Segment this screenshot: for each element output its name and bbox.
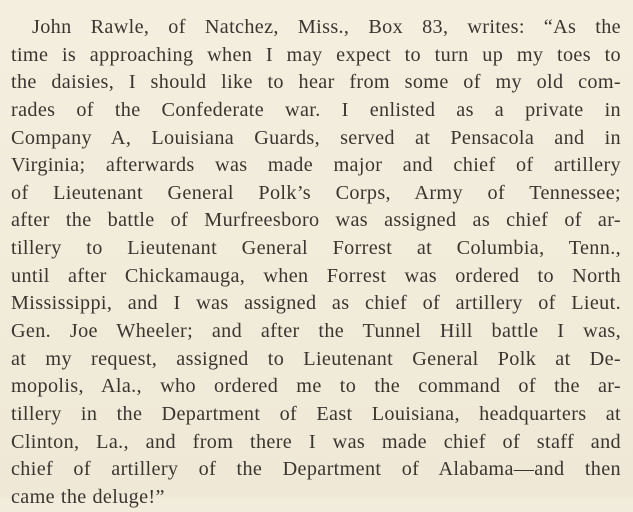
text-line: John Rawle, of Natchez, Miss., Box 83, writes: “As the — [32, 16, 621, 38]
text-line: of Lieutenant General Polk’s Corps, Army of Tennessee; — [11, 181, 621, 204]
text-line: tillery in the Department of East Louisiana, headquarters at — [11, 402, 621, 425]
text-line: Mississippi, and I was assigned as chief of artillery of Lieut. — [11, 292, 621, 315]
article-paragraph — [11, 14, 621, 512]
text-line: time is approaching when I may expect to turn up my toes to — [11, 43, 621, 66]
text-line: after the battle of Murfreesboro was assigned as chief of ar- — [11, 209, 621, 232]
text-line: rades of the Confederate war. I enlisted as a private in — [11, 98, 621, 121]
text-line: at my request, assigned to Lieutenant General Polk at De- — [11, 347, 621, 370]
text-line: until after Chickamauga, when Forrest was ordered to North — [11, 264, 621, 287]
text-line: came the deluge!” — [11, 485, 165, 508]
text-line: Virginia; afterwards was made major and chief of artillery — [11, 154, 621, 177]
text-line: Gen. Joe Wheeler; and after the Tunnel Hill battle I was, — [11, 320, 621, 343]
text-line: tillery to Lieutenant General Forrest at Columbia, Tenn., — [11, 237, 621, 260]
text-line: mopolis, Ala., who ordered me to the command of the ar- — [11, 375, 621, 398]
text-line: chief of artillery of the Department of Alabama—and then — [11, 458, 621, 481]
text-line: Clinton, La., and from there I was made chief of staff and — [11, 430, 621, 453]
text-line: Company A, Louisiana Guards, served at Pensacola and in — [11, 126, 621, 149]
text-line: the daisies, I should like to hear from some of my old com- — [11, 71, 621, 94]
